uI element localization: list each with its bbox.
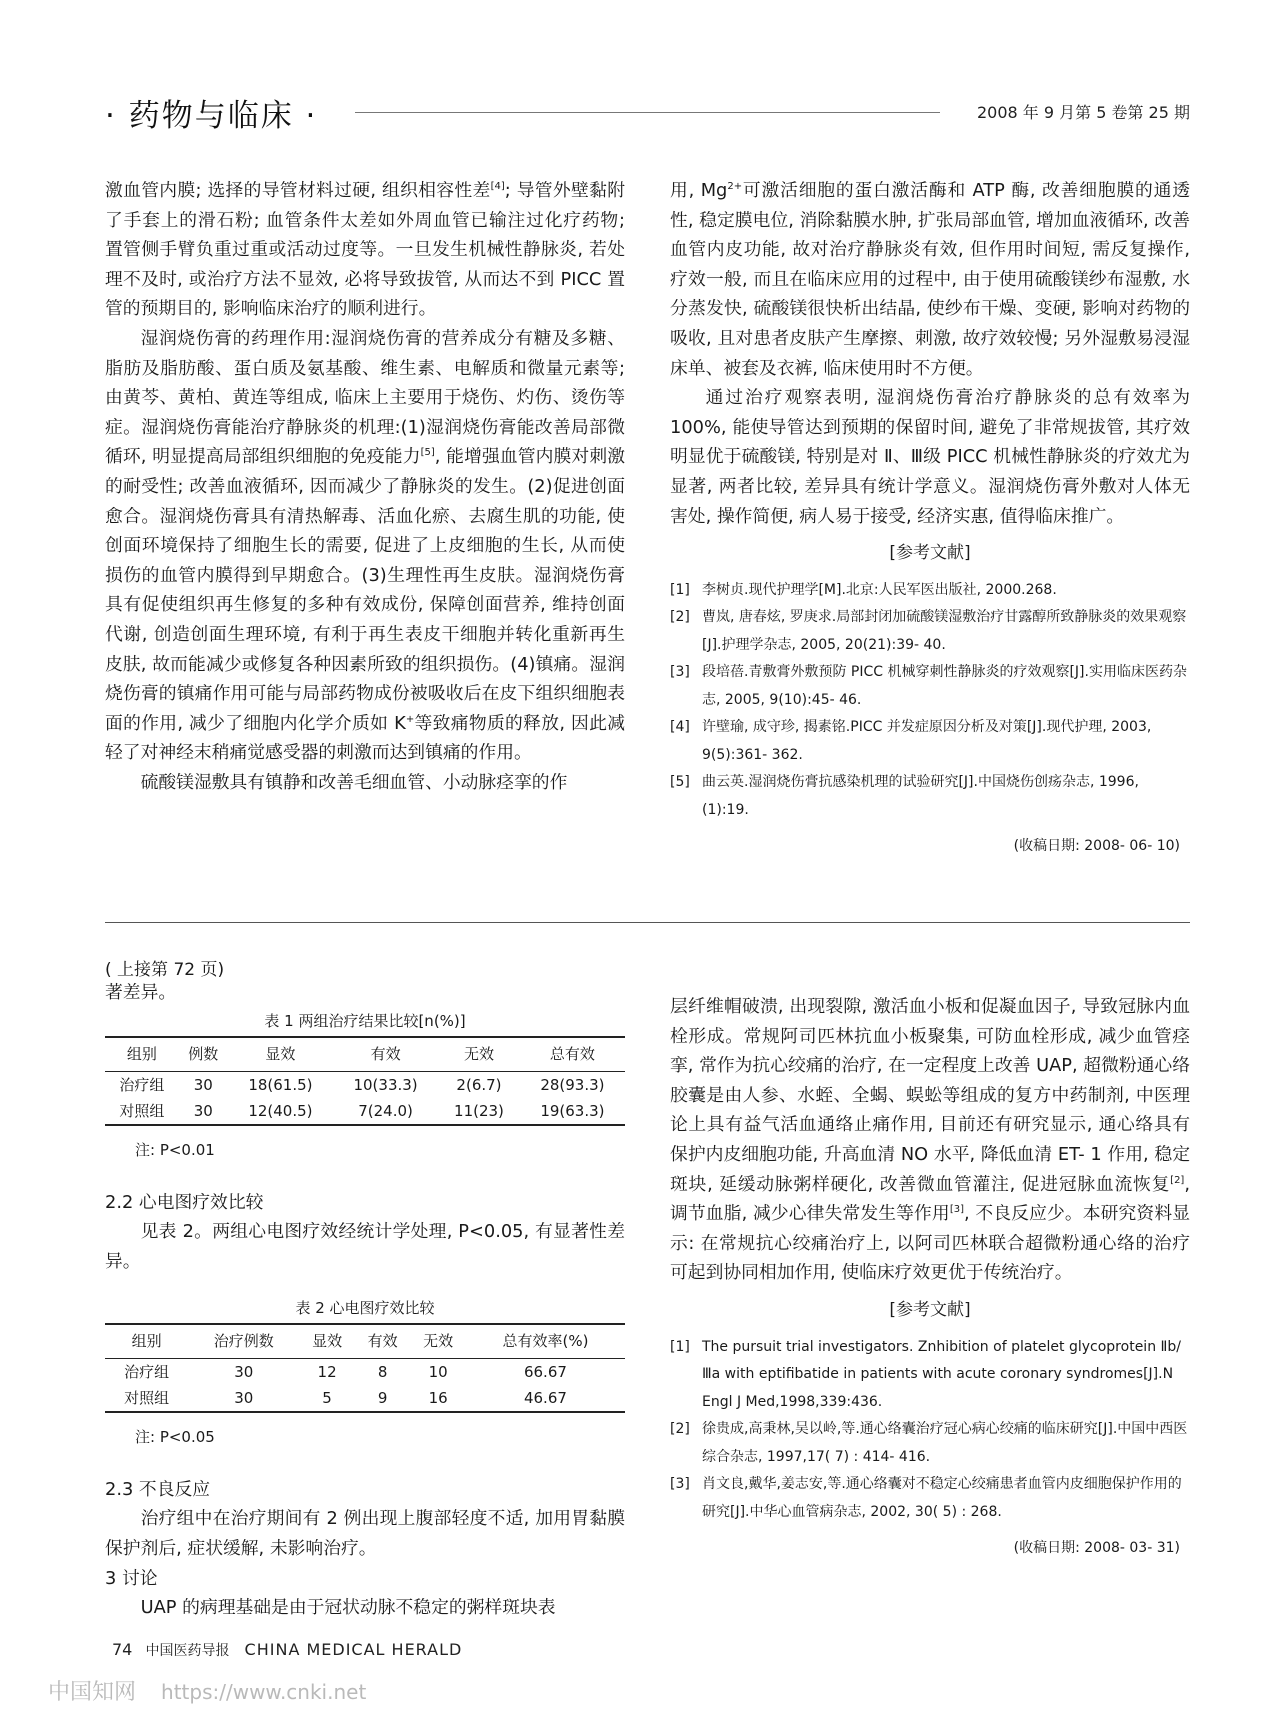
citation-ref: [2] bbox=[1170, 1174, 1185, 1186]
column-header: 无效 bbox=[438, 1037, 520, 1072]
reference-number: [4] bbox=[670, 719, 690, 736]
table-row bbox=[105, 1098, 625, 1125]
table-cell: 7(24.0) bbox=[333, 1098, 438, 1125]
column-header: 有效 bbox=[355, 1324, 411, 1359]
text-run: ; 导管外壁黏附了手套上的滑石粉; 血管条件太差如外周血管已输注过化疗药物; 置管侧手臂负重过重或活动过度等。一旦发生机械性静脉炎, 若处理不及时, 或治疗方法不显效, 必将导致拔管, 从而达不到 PICC 置管的预期目的, 影响临床治疗的顺利进行。 bbox=[105, 180, 625, 320]
table-row bbox=[105, 1359, 625, 1386]
paragraph: 通过治疗观察表明, 湿润烧伤膏治疗静脉炎的总有效率为 100%, 能使导管达到预期的保留时间, 避免了非常规拔管, 其疗效明显优于硫酸镁, 特别是对 Ⅱ、Ⅲ级 PICC 机械性静脉炎的疗效尤为显著, 两者比较, 差异具有统计学意义。湿润烧伤膏外敷对人体无害处, 操作简便, 病人易于接受, 经济实惠, 值得临床推广。 bbox=[670, 387, 1190, 527]
header-rule bbox=[355, 112, 940, 113]
reference-number: [1] bbox=[670, 1338, 690, 1355]
table-cell: 10(33.3) bbox=[353, 1076, 418, 1095]
reference-text: 李树贞.现代护理学[M].北京:人民军医出版社, 2000.268. bbox=[702, 581, 1057, 598]
received-date: (收稿日期: 2008- 06- 10) bbox=[1013, 838, 1180, 855]
paragraph: 治疗组中在治疗期间有 2 例出现上腹部轻度不适, 加用胃黏膜保护剂后, 症状缓解, 未影响治疗。 bbox=[105, 1508, 625, 1559]
received-date: (收稿日期: 2008- 03- 31) bbox=[1013, 1540, 1180, 1557]
paragraph bbox=[670, 992, 1190, 1288]
reference-text: 曲云英.湿润烧伤膏抗感染机理的试验研究[J].中国烧伤创疡杂志, 1996, (1):19. bbox=[702, 774, 1139, 818]
table-cell: 18(61.5) bbox=[248, 1076, 313, 1095]
table-cell: 对照组 bbox=[105, 1098, 179, 1125]
text-run: , 调节血脂, 减少心律失常发生等作用 bbox=[670, 1173, 1190, 1225]
reference-number: [2] bbox=[670, 1421, 690, 1438]
superscript-charge: + bbox=[405, 713, 415, 725]
reference-item bbox=[670, 714, 1190, 769]
reference-text: 肖文良,戴华,姜志安,等.通心络囊对不稳定心绞痛患者血管内皮细胞保护作用的研究[J].中华心血管病杂志, 2002, 30( 5) : 268. bbox=[702, 1476, 1182, 1520]
article-top-left-column bbox=[105, 176, 625, 797]
column-header: 无效 bbox=[410, 1324, 466, 1359]
reference-number: [1] bbox=[670, 581, 690, 598]
paragraph: 硫酸镁湿敷具有镇静和改善毛细血管、小动脉痉挛的作 bbox=[140, 771, 568, 793]
table-cell: 治疗组 bbox=[124, 1363, 170, 1382]
table-cell: 5 bbox=[299, 1385, 355, 1412]
text-run: 层纤维帽破溃, 出现裂隙, 激活血小板和促凝血因子, 导致冠脉内血栓形成。常规阿司匹林抗血小板聚集, 可防血栓形成, 减少血管痉挛, 常作为抗心绞痛的治疗, 在一定程度上改善 UAP, 超微粉通心络胶囊是由人参、水蛭、全蝎、蜈蚣等组成的复方中药制剂, 中医理论上具有益气活血通络止痛作用, 目前还有研究显示, 通心络具有保护内皮细胞功能, 升高血清 NO 水平, 降低血清 ET- 1 作用, 稳定斑块, 延缓动脉粥样硬化, 改善微血管灌注, 促进冠脉血流恢复 bbox=[670, 996, 1190, 1195]
column-header: 总有效 bbox=[520, 1037, 625, 1072]
section-heading: 2.3 不良反应 bbox=[105, 1478, 211, 1500]
reference-item bbox=[670, 1334, 1190, 1417]
reference-number: [5] bbox=[670, 774, 690, 791]
journal-name-en: CHINA MEDICAL HERALD bbox=[244, 1640, 463, 1659]
section-title: · 药物与临床 · bbox=[105, 98, 318, 134]
reference-item bbox=[670, 604, 1190, 659]
page-number: 74 bbox=[112, 1640, 133, 1659]
text-run: 湿润烧伤膏的药理作用:湿润烧伤膏的营养成分有糖及多糖、脂肪及脂肪酸、蛋白质及氨基酸、维生素、电解质和微量元素等; 由黄芩、黄柏、黄连等组成, 临床上主要用于烧伤、灼伤、烫伤等症。湿润烧伤膏能治疗静脉炎的机理:(1)湿润烧伤膏能改善局部微循环, 明显提高局部组织细胞的免疫能力 bbox=[105, 327, 625, 468]
paragraph bbox=[105, 324, 625, 768]
table-row bbox=[105, 1385, 625, 1412]
table-cell: 12 bbox=[317, 1363, 337, 1382]
table-cell: 30 bbox=[234, 1363, 254, 1382]
superscript-charge: 2+ bbox=[727, 181, 743, 193]
reference-item bbox=[670, 1471, 1190, 1526]
column-header: 显效 bbox=[228, 1037, 333, 1072]
citation-ref: [5] bbox=[420, 447, 435, 459]
table-cell: 16 bbox=[410, 1385, 466, 1412]
reference-text: 段培蓓.青敷膏外敷预防 PICC 机械穿刺性静脉炎的疗效观察[J].实用临床医药杂志, 2005, 9(10):45- 46. bbox=[702, 664, 1187, 708]
table-header-row bbox=[105, 1324, 625, 1359]
table-cell: 46.67 bbox=[466, 1385, 625, 1412]
watermark-url: https://www.cnki.net bbox=[161, 1680, 367, 1704]
table-header-row bbox=[105, 1037, 625, 1072]
table-cell: 10 bbox=[428, 1363, 448, 1382]
reference-number: [2] bbox=[670, 609, 690, 626]
table-cell: 11(23) bbox=[438, 1098, 520, 1125]
column-header: 例数 bbox=[179, 1037, 228, 1072]
column-header: 组别 bbox=[105, 1037, 179, 1072]
journal-name-cn: 中国医药导报 bbox=[145, 1643, 230, 1659]
text-run: 激血管内膜; 选择的导管材料过硬, 组织相容性差 bbox=[105, 180, 491, 201]
page-header bbox=[105, 84, 1190, 140]
paragraph: UAP 的病理基础是由于冠状动脉不稳定的粥样斑块表 bbox=[140, 1597, 556, 1619]
reference-number: [3] bbox=[670, 664, 690, 681]
paragraph bbox=[105, 176, 625, 324]
table-cell: 30 bbox=[179, 1098, 228, 1125]
table-cell: 28(93.3) bbox=[540, 1076, 605, 1095]
reference-item bbox=[670, 577, 1190, 605]
table-caption: 表 1 两组治疗结果比较[n(%)] bbox=[264, 1011, 466, 1030]
text-run: 可激活细胞的蛋白激活酶和 ATP 酶, 改善细胞膜的通透性, 稳定膜电位, 消除黏膜水肿, 扩张局部血管, 增加血液循环, 改善血管内皮功能, 故对治疗静脉炎有效, 但作用时间短, 需反复操作, 疗效一般, 而且在临床应用的过程中, 由于使用硫酸镁纱布湿敷, 水分蒸发快, 硫酸镁很快析出结晶, 使纱布干燥、变硬, 影响对药物的吸收, 且对患者皮肤产生摩擦、刺激, 故疗效较慢; 另外湿敷易浸湿床单、被套及衣裤, 临床使用时不方便。 bbox=[670, 180, 1190, 379]
results-table bbox=[105, 1036, 625, 1127]
article-bottom-right-column bbox=[670, 992, 1190, 1564]
reference-item bbox=[670, 769, 1190, 824]
column-header: 组别 bbox=[105, 1324, 188, 1359]
column-header: 显效 bbox=[299, 1324, 355, 1359]
article-separator bbox=[105, 922, 1190, 923]
paragraph: 著差异。 bbox=[105, 982, 177, 1003]
citation-ref: [3] bbox=[949, 1204, 964, 1216]
table-cell: 2(6.7) bbox=[456, 1076, 502, 1095]
text-run: , 能增强血管内膜对刺激的耐受性; 改善血液循环, 因而减少了静脉炎的发生。(2)促进创面愈合。湿润烧伤膏具有清热解毒、活血化瘀、去腐生肌的功能, 使创面环境保持了细胞生长的需要, 促进了上皮细胞的生长, 从而使损伤的血管内膜得到早期愈合。(3)生理性再生皮肤。湿润烧伤膏具有促使组织再生修复的多种有效成份, 保障创面营养, 维持创面代谢, 创造创面生理环境, 有利于再生表皮干细胞并转化重新再生皮肤, 故而能减少或修复各种因素所致的组织损伤。(4)镇痛。湿润烧伤膏的镇痛作用可能与局部药物成份被吸收后在皮下组织细胞表面的作用, 减少了细胞内化学介质如 K bbox=[105, 446, 625, 734]
cnki-watermark bbox=[48, 1675, 366, 1706]
table-cell: 30 bbox=[188, 1385, 299, 1412]
text-run: 用, Mg bbox=[670, 180, 728, 201]
table-row bbox=[105, 1072, 625, 1099]
references-title: [参考文献] bbox=[889, 543, 971, 564]
table-cell: 30 bbox=[193, 1076, 213, 1095]
reference-number: [3] bbox=[670, 1476, 690, 1493]
table-cell: 8 bbox=[377, 1363, 388, 1382]
table-note: 注: P<0.05 bbox=[135, 1428, 215, 1447]
column-header: 有效 bbox=[333, 1037, 438, 1072]
table-note: 注: P<0.01 bbox=[135, 1141, 215, 1160]
reference-list bbox=[670, 1334, 1190, 1527]
section-heading: 3 讨论 bbox=[105, 1567, 158, 1589]
table-cell: 66.67 bbox=[523, 1363, 567, 1382]
table-cell: 9 bbox=[355, 1385, 411, 1412]
reference-item bbox=[670, 1416, 1190, 1471]
table-cell: 12(40.5) bbox=[228, 1098, 333, 1125]
text-run: , 不良反应少。本研究资料显示: 在常规抗心绞痛治疗上, 以阿司匹林联合超微粉通心络的治疗可起到协同相加作用, 使临床疗效更优于传统治疗。 bbox=[670, 1203, 1190, 1284]
table-cell: 治疗组 bbox=[119, 1076, 165, 1095]
column-header: 治疗例数 bbox=[188, 1324, 299, 1359]
article-top-right-column bbox=[670, 176, 1190, 862]
citation-ref: [4] bbox=[490, 181, 505, 193]
table-caption: 表 2 心电图疗效比较 bbox=[295, 1298, 435, 1317]
section-heading: 2.2 心电图疗效比较 bbox=[105, 1191, 264, 1213]
reference-item bbox=[670, 659, 1190, 714]
text-run: 等致痛物质的释放, 因此减轻了对神经末稍痛觉感受器的刺激而达到镇痛的作用。 bbox=[105, 712, 625, 764]
table-cell: 对照组 bbox=[105, 1385, 188, 1412]
page-footer bbox=[112, 1640, 462, 1660]
paragraph: 见表 2。两组心电图疗效经统计学处理, P<0.05, 有显著性差异。 bbox=[105, 1221, 625, 1272]
article-bottom-left-column bbox=[105, 978, 625, 1623]
reference-text: The pursuit trial investigators. Znhibition of platelet glycoprotein Ⅱb/Ⅲa with eptifibatide in patients with acute coronary syndromes[J].N Engl J Med,1998,339:436. bbox=[702, 1338, 1182, 1410]
reference-list bbox=[670, 577, 1190, 825]
column-header: 总有效率(%) bbox=[466, 1324, 625, 1359]
issue-info: 2008 年 9 月第 5 卷第 25 期 bbox=[976, 103, 1190, 122]
reference-text: 徐贵成,高秉林,吴以岭,等.通心络囊治疗冠心病心绞痛的临床研究[J].中国中西医综合杂志, 1997,17( 7) : 414- 416. bbox=[702, 1421, 1188, 1465]
references-title: [参考文献] bbox=[889, 1299, 971, 1320]
table-cell: 19(63.3) bbox=[520, 1098, 625, 1125]
watermark-brand: 中国知网 bbox=[48, 1680, 137, 1705]
reference-text: 许壁瑜, 成守珍, 揭素铭.PICC 并发症原因分析及对策[J].现代护理, 2003, 9(5):361- 362. bbox=[702, 719, 1152, 763]
continued-from-note: ( 上接第 72 页) bbox=[105, 960, 225, 980]
ecg-table bbox=[105, 1323, 625, 1414]
reference-text: 曹岚, 唐春炫, 罗庚求.局部封闭加硫酸镁湿敷治疗甘露醇所致静脉炎的效果观察[J].护理学杂志, 2005, 20(21):39- 40. bbox=[702, 609, 1187, 653]
paragraph bbox=[670, 176, 1190, 383]
